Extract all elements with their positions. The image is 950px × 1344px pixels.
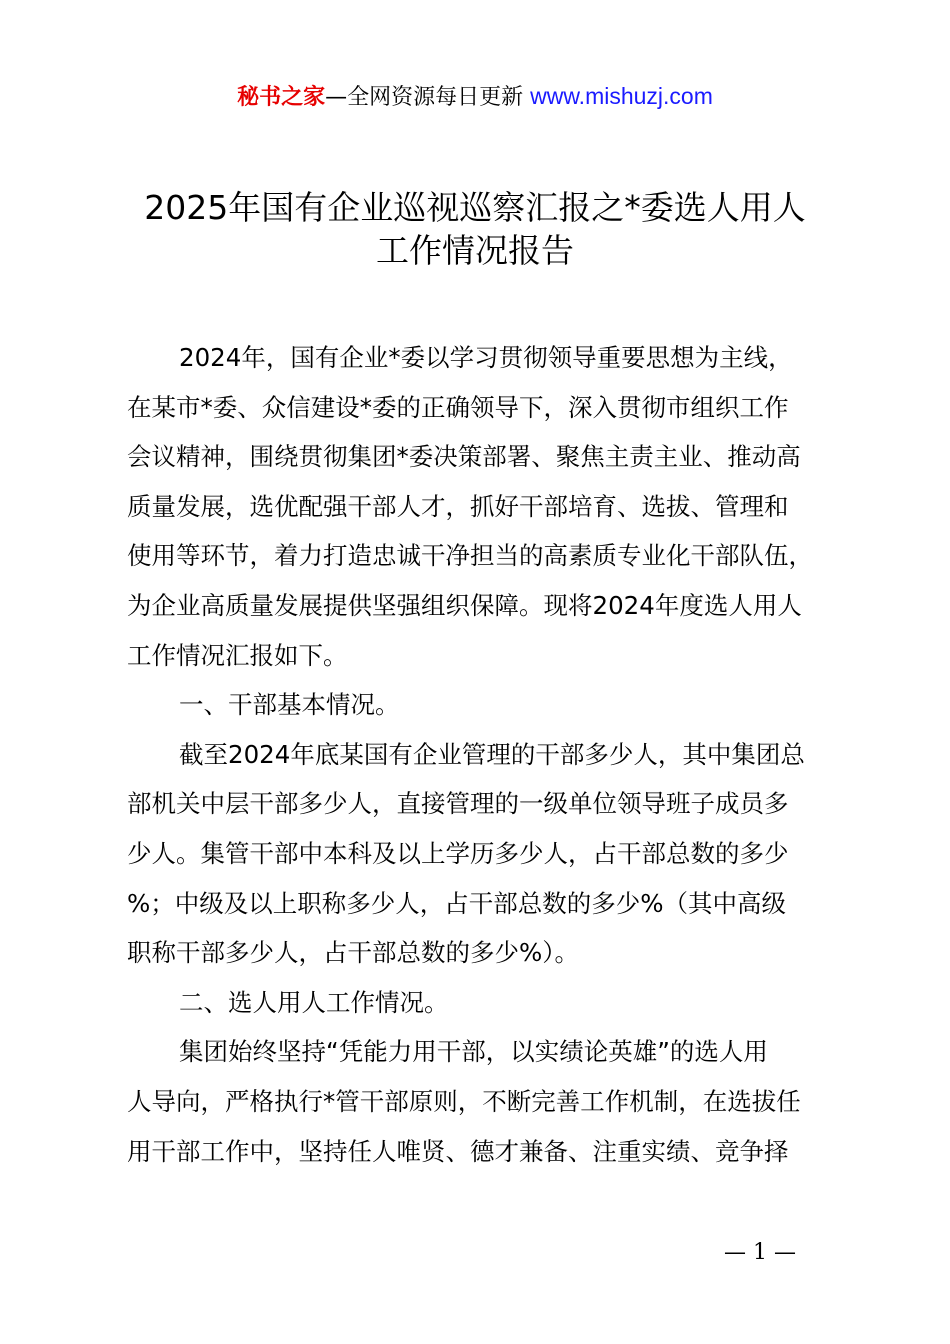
body-line: 工作情况汇报如下。 xyxy=(127,640,348,670)
site-url-link[interactable]: www.mishuzj.com xyxy=(530,83,713,109)
body-line: 用干部工作中，坚持任人唯贤、德才兼备、注重实绩、竞争择 xyxy=(127,1136,789,1166)
body-line: 使用等环节，着力打造忠诚干净担当的高素质专业化干部队伍， xyxy=(127,541,813,571)
site-header xyxy=(0,80,950,114)
document-body xyxy=(127,333,842,1176)
title-line: 2025年国有企业巡视巡察汇报之*委选人用人 xyxy=(144,188,806,227)
body-line: 在某市*委、众信建设*委的正确领导下，深入贯彻市组织工作 xyxy=(127,392,789,422)
section-heading: 二、选人用人工作情况。 xyxy=(179,987,449,1017)
body-line: 职称干部多少人，占干部总数的多少%）。 xyxy=(127,938,580,968)
site-brand: 秘书之家 xyxy=(237,85,326,110)
section-heading: 一、干部基本情况。 xyxy=(179,690,400,720)
body-line: 质量发展，选优配强干部人才，抓好干部培育、选拔、管理和 xyxy=(127,491,789,521)
page-number: — 1 — xyxy=(724,1240,796,1265)
body-line: 少人。集管干部中本科及以上学历多少人，占干部总数的多少 xyxy=(127,838,789,868)
site-tagline: —全网资源每日更新 xyxy=(325,85,531,110)
body-line: 会议精神，围绕贯彻集团*委决策部署、聚焦主责主业、推动高 xyxy=(127,442,801,472)
body-line: 2024年，国有企业*委以学习贯彻领导重要思想为主线， xyxy=(179,343,793,372)
document-title xyxy=(100,186,850,272)
body-line: 截至2024年底某国有企业管理的干部多少人，其中集团总 xyxy=(179,739,805,769)
body-line: 人导向，严格执行*管干部原则，不断完善工作机制，在选拔任 xyxy=(127,1086,801,1116)
body-line: 部机关中层干部多少人，直接管理的一级单位领导班子成员多 xyxy=(127,789,789,819)
body-line: 为企业高质量发展提供坚强组织保障。现将2024年度选人用人 xyxy=(127,590,802,620)
body-line: 集团始终坚持“凭能力用干部，以实绩论英雄”的选人用 xyxy=(179,1037,768,1067)
body-line: %；中级及以上职称多少人，占干部总数的多少%（其中高级 xyxy=(127,888,787,918)
title-line: 工作情况报告 xyxy=(376,231,574,270)
